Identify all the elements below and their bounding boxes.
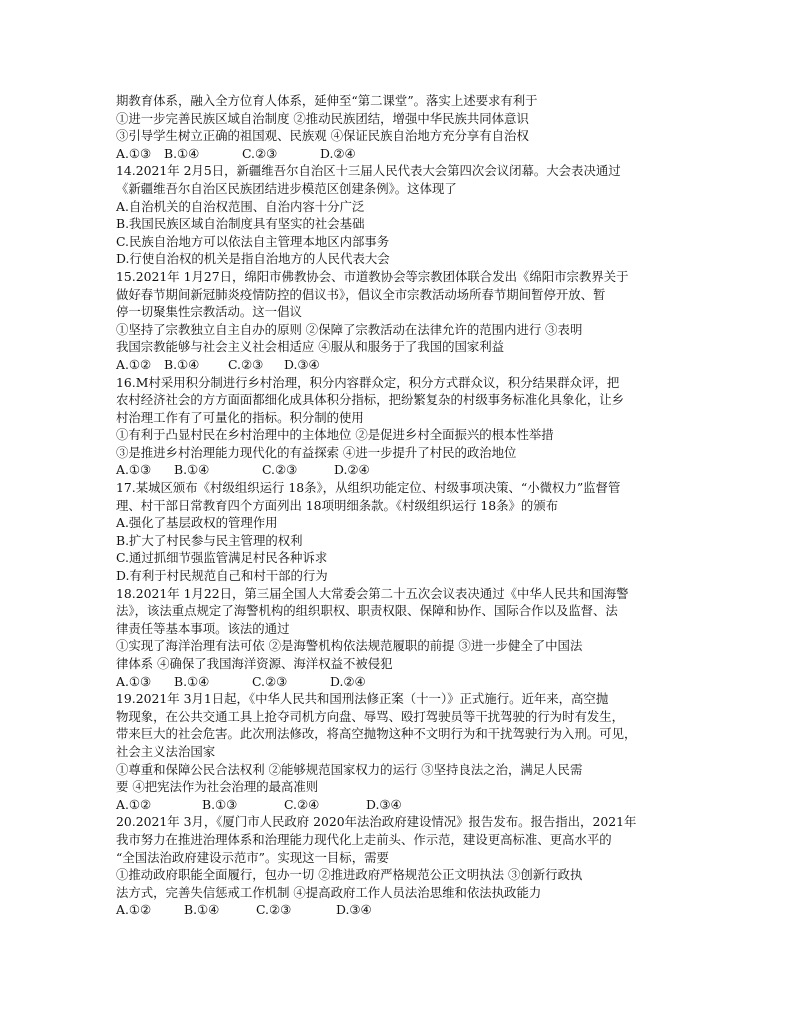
answer-option: D.②④	[320, 145, 356, 161]
answer-option: A.①③	[116, 145, 152, 161]
text-line: 停一切聚集性宗教活动。这一倡议	[116, 304, 302, 320]
text-line: D.有利于村民规范自己和村干部的行为	[116, 568, 328, 584]
answer-option: C.②④	[284, 796, 320, 812]
text-line: 做好春节期间新冠肺炎疫情防控的倡议书》，倡议全市宗教活动场所春节期间暂停开放、暂	[116, 286, 606, 302]
text-line: 村治理工作有了可量化的指标。积分制的使用	[116, 409, 364, 425]
text-line: 物现象，在公共交通工具上抢夺司机方向盘、辱骂、殴打驾驶员等干扰驾驶的行为时有发生，	[116, 708, 625, 724]
text-line: 律体系 ④确保了我国海洋资源、海洋权益不被侵犯	[116, 656, 393, 671]
text-line: ①尊重和保障公民合法权利 ②能够规范国家权力的运行 ③坚持良法之治，满足人民需	[116, 761, 583, 777]
text-line: ①进一步完善民族区域自治制度 ②推动民族团结，增强中华民族共同体意识	[116, 110, 529, 126]
answer-option: D.②④	[334, 462, 370, 478]
text-line: 社会主义法治国家	[116, 743, 216, 759]
text-line: C.通过抓细节强监管满足村民各种诉求	[116, 550, 328, 566]
answer-option: C.②③	[256, 902, 292, 918]
answer-option: C.②③	[262, 462, 298, 478]
answer-option: C.②③	[242, 145, 278, 161]
answer-option: A.①②	[116, 356, 152, 372]
answer-option: B.①④	[174, 673, 210, 689]
answer-option: D.②④	[330, 673, 366, 689]
text-line: “全国法治政府建设示范市”。实现这一目标，需要	[116, 849, 389, 865]
text-line: 要 ④把宪法作为社会治理的最高准则	[116, 779, 319, 795]
text-line: B.扩大了村民参与民主管理的权利	[116, 532, 303, 548]
text-line: A.自治机关的自治权范围、自治内容十分广泛	[116, 198, 365, 214]
text-line: 法》，该法重点规定了海警机构的组织职权、职责权限、保障和协作、国际合作以及监督、法	[116, 603, 618, 619]
text-line: 农村经济社会的方方面面都细化成具体积分指标，把纷繁复杂的村级事务标准化具象化，让乡	[116, 392, 625, 408]
text-line: ③引导学生树立正确的祖国观、民族观 ④保证民族自治地方充分享有自治权	[116, 128, 529, 144]
answer-option: A.①③	[116, 673, 152, 689]
answer-options	[116, 356, 706, 374]
text-line: 16.M村采用积分制进行乡村治理，积分内容群众定，积分方式群众议，积分结果群众评，把	[116, 374, 620, 390]
text-line: 律责任等基本事项。该法的通过	[116, 620, 290, 636]
text-line: D.行使自治权的机关是指自治地方的人民代表大会	[116, 251, 390, 267]
text-line: 19.2021年 3月1日起，《中华人民共和国刑法修正案（十一）》正式施行。近年来，高空抛	[116, 691, 609, 707]
text-line: 《新疆维吾尔自治区民族团结进步模范区创建条例》。这体现了	[116, 180, 457, 196]
text-line: 15.2021年 1月27日，绵阳市佛教协会、市道教协会等宗教团体联合发出《绵阳市宗教界关于	[116, 268, 629, 284]
text-line: ①坚持了宗教独立自主自办的原则 ②保障了宗教活动在法律允许的范围内进行 ③表明	[116, 321, 583, 337]
answer-option: B.①④	[164, 145, 200, 161]
answer-option: A.①②	[116, 796, 152, 812]
text-line: C.民族自治地方可以依法自主管理本地区内部事务	[116, 233, 390, 249]
text-line: 17.某城区颁布《村级组织运行 18条》，从组织功能定位、村级事项决策、“小微权力”监督管	[116, 480, 621, 496]
answer-options	[116, 145, 706, 163]
text-line: B.我国民族区域自治制度具有坚实的社会基础	[116, 216, 365, 232]
answer-option: B.①④	[174, 462, 210, 478]
exam-page	[116, 92, 706, 919]
text-line: 带来巨大的社会危害。此次刑法修改，将高空抛物这种不文明行为和干扰驾驶行为入刑。可见，	[116, 726, 637, 742]
answer-options	[116, 461, 706, 479]
answer-option: B.①③	[202, 796, 238, 812]
text-line: 我国宗教能够与社会主义社会相适应 ④服从和服务于了我国的国家利益	[116, 339, 505, 355]
answer-options	[116, 673, 706, 691]
answer-option: A.①②	[116, 902, 152, 918]
text-line: 期教育体系，融入全方位育人体系，延伸至“第二课堂”。落实上述要求有利于	[116, 93, 538, 108]
text-line: ①推动政府职能全面履行，包办一切 ②推进政府严格规范公正文明执法 ③创新行政执	[116, 867, 583, 883]
text-line: A.强化了基层政权的管理作用	[116, 515, 278, 531]
answer-option: A.①③	[116, 462, 152, 478]
answer-option: D.③④	[366, 796, 402, 812]
answer-option: D.③④	[336, 902, 372, 918]
text-line: 14.2021年 2月5日，新疆维吾尔自治区十三届人民代表大会第四次会议闭幕。大会表决通过	[116, 163, 621, 179]
text-line: ③是推进乡村治理能力现代化的有益探索 ④进一步提升了村民的政治地位	[116, 444, 517, 460]
answer-options	[116, 901, 706, 919]
text-line: ①实现了海洋治理有法可依 ②是海警机构依法规范履职的前提 ③进一步健全了中国法	[116, 638, 583, 654]
answer-option: B.①④	[184, 902, 220, 918]
text-line: 18.2021年 1月22日，第三届全国人大常委会第二十五次会议表决通过《中华人民共和国海警	[116, 585, 629, 601]
answer-option: C.②③	[252, 673, 288, 689]
answer-option: D.③④	[284, 356, 320, 372]
text-line: ①有利于凸显村民在乡村治理中的主体地位 ②是促进乡村全面振兴的根本性举措	[116, 427, 554, 443]
answer-option: C.②③	[228, 356, 264, 372]
text-line: 理、村干部日常教育四个方面列出 18项明细条款。《村级组织运行 18条》的颁布	[116, 497, 559, 513]
text-line: 我市努力在推进治理体系和治理能力现代化上走前头、作示范，建设更高标准、更高水平的	[116, 831, 612, 847]
answer-option: B.①④	[164, 356, 200, 372]
answer-options	[116, 796, 706, 814]
text-line: 20.2021年 3月，《厦门市人民政府 2020年法治政府建设情况》报告发布。报告指出，2021年	[116, 814, 637, 830]
text-line: 法方式，完善失信惩戒工作机制 ④提高政府工作人员法治思维和依法执政能力	[116, 884, 542, 900]
